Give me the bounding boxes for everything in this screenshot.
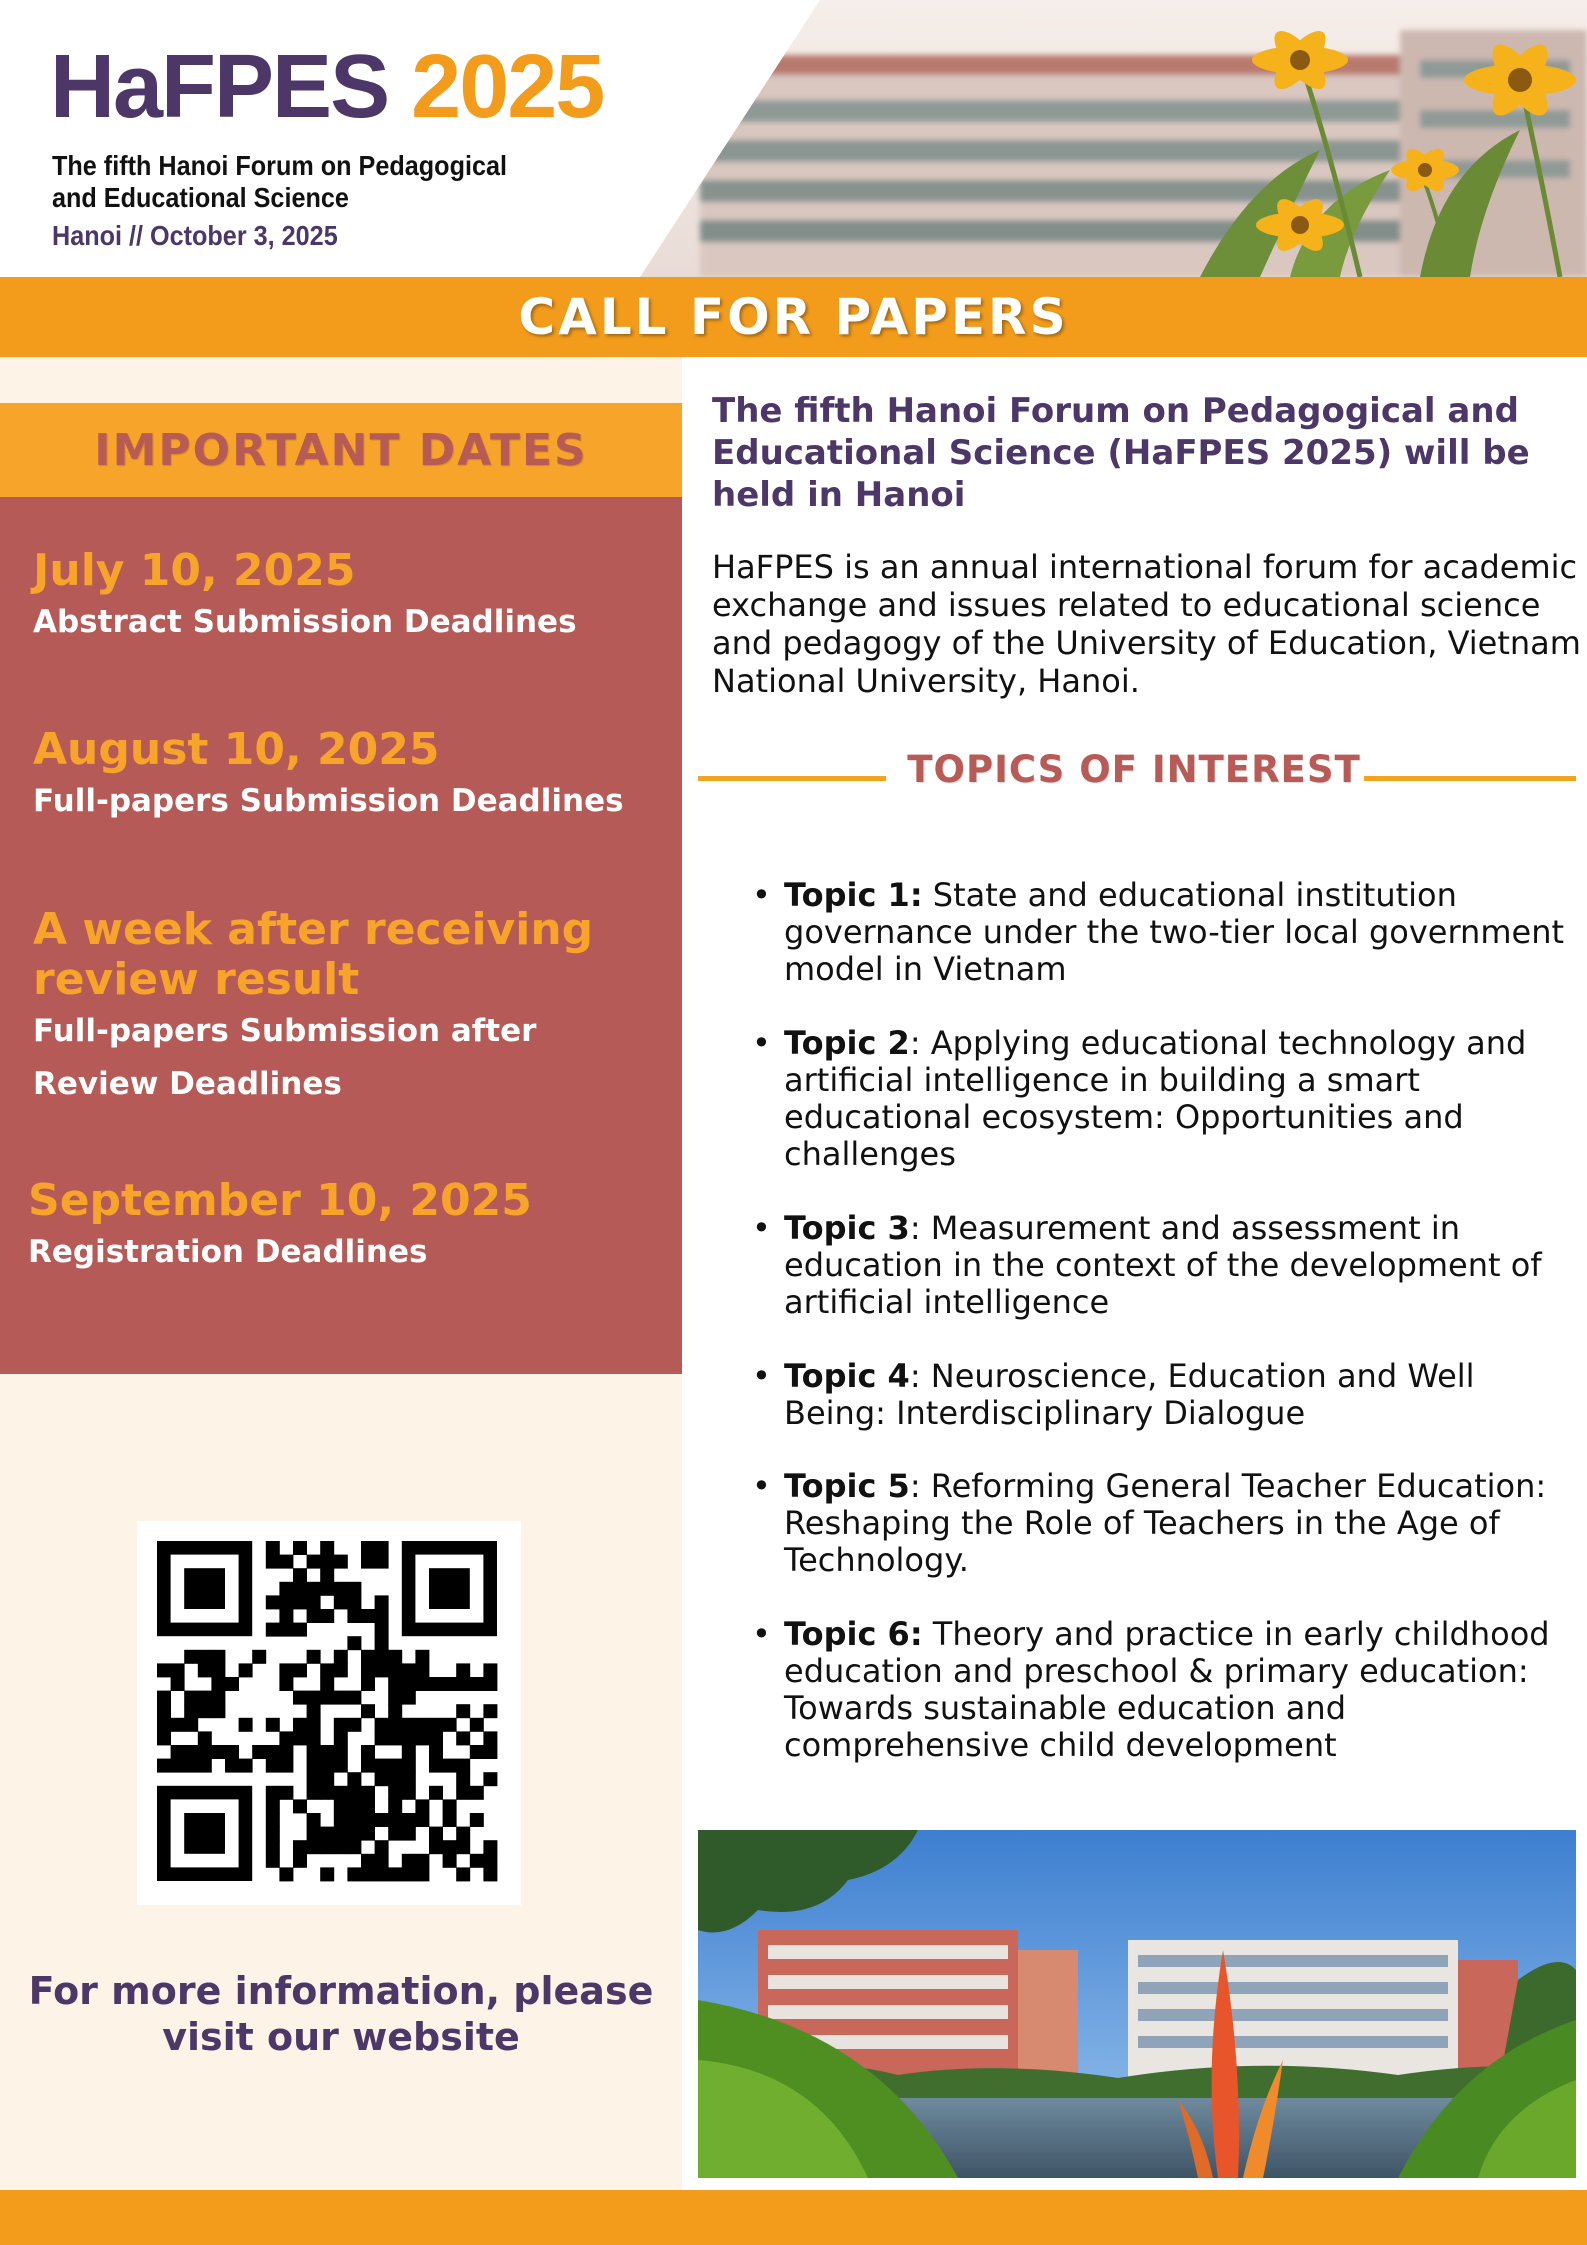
more-info-text: For more information, please visit our website <box>28 1969 654 2059</box>
header <box>0 0 1587 277</box>
list-item <box>752 1024 1564 1173</box>
event-dateline: Hanoi // October 3, 2025 <box>52 220 338 251</box>
campus-lake-photo <box>698 1830 1576 2178</box>
topic-text: : Neuroscience, Education and Well Being: Interdisciplinary Dialogue <box>784 1357 1475 1432</box>
bullet-icon: • <box>752 1615 771 1653</box>
topic-text: Theory and practice in early childhood education and preschool & primary education: Towards sustainable education and comprehensive child development <box>784 1615 1550 1764</box>
topic-label: Topic 2 <box>784 1024 910 1062</box>
important-dates-header <box>0 403 682 497</box>
bullet-icon: • <box>752 1357 771 1395</box>
list-item <box>752 1467 1564 1579</box>
bullet-icon: • <box>752 876 771 914</box>
date-item <box>33 905 633 1111</box>
date-value: A week after receiving review result <box>33 904 594 1005</box>
bullet-icon: • <box>752 1467 771 1505</box>
topic-text: : Measurement and assessment in education in the context of the development of artificial intelligence <box>784 1209 1542 1321</box>
date-label: Full-papers Submission Deadlines <box>33 783 624 819</box>
date-value: July 10, 2025 <box>33 545 356 596</box>
list-item <box>752 1209 1564 1321</box>
forum-subtitle: The fifth Hanoi Forum on Pedagogical and Educational Science <box>52 150 508 213</box>
call-for-papers-label: CALL FOR PAPERS <box>518 288 1069 346</box>
list-item <box>752 1615 1564 1764</box>
call-for-papers-banner <box>0 277 1587 357</box>
date-value: September 10, 2025 <box>28 1175 532 1226</box>
intro-body: HaFPES is an annual international forum for academic exchange and issues related to educational science and pedagogy of the University of Education, Vietnam National University, Hanoi. <box>712 548 1581 700</box>
bullet-icon: • <box>752 1024 771 1062</box>
date-item <box>28 1176 648 1278</box>
bullet-icon: • <box>752 1209 771 1247</box>
list-item <box>752 876 1565 988</box>
topics-header <box>694 748 1574 791</box>
intro-heading: The fifth Hanoi Forum on Pedagogical and Educational Science (HaFPES 2025) will be held in Hanoi <box>712 391 1530 515</box>
list-item <box>752 1357 1564 1432</box>
topic-text: State and educational institution governance under the two-tier local government model in Vietnam <box>784 876 1565 988</box>
topic-text: : Reforming General Teacher Education: Reshaping the Role of Teachers in the Age of Technology. <box>784 1467 1547 1579</box>
footer-band <box>0 2190 1587 2245</box>
topic-label: Topic 6: <box>784 1615 923 1653</box>
date-label: Registration Deadlines <box>28 1234 428 1270</box>
qr-code-icon <box>137 1521 521 1905</box>
topic-label: Topic 1: <box>784 876 923 914</box>
date-label: Abstract Submission Deadlines <box>33 604 577 640</box>
topic-text: : Applying educational technology and artificial intelligence in building a smart educational ecosystem: Opportunities and challenges <box>784 1024 1527 1173</box>
date-item <box>33 546 653 648</box>
date-value: August 10, 2025 <box>33 724 440 775</box>
topic-label: Topic 4 <box>784 1357 910 1395</box>
topic-label: Topic 3 <box>784 1209 910 1247</box>
logo-title <box>50 37 604 137</box>
logo-year: 2025 <box>411 37 604 137</box>
date-label: Full-papers Submission after Review Deadlines <box>33 1013 537 1102</box>
qr-code-box[interactable] <box>137 1521 521 1905</box>
topic-label: Topic 5 <box>784 1467 910 1505</box>
date-item <box>33 725 653 827</box>
logo-name: HaFPES <box>50 37 389 137</box>
topics-heading: TOPICS OF INTEREST <box>907 748 1361 791</box>
important-dates-heading: IMPORTANT DATES <box>94 424 588 476</box>
